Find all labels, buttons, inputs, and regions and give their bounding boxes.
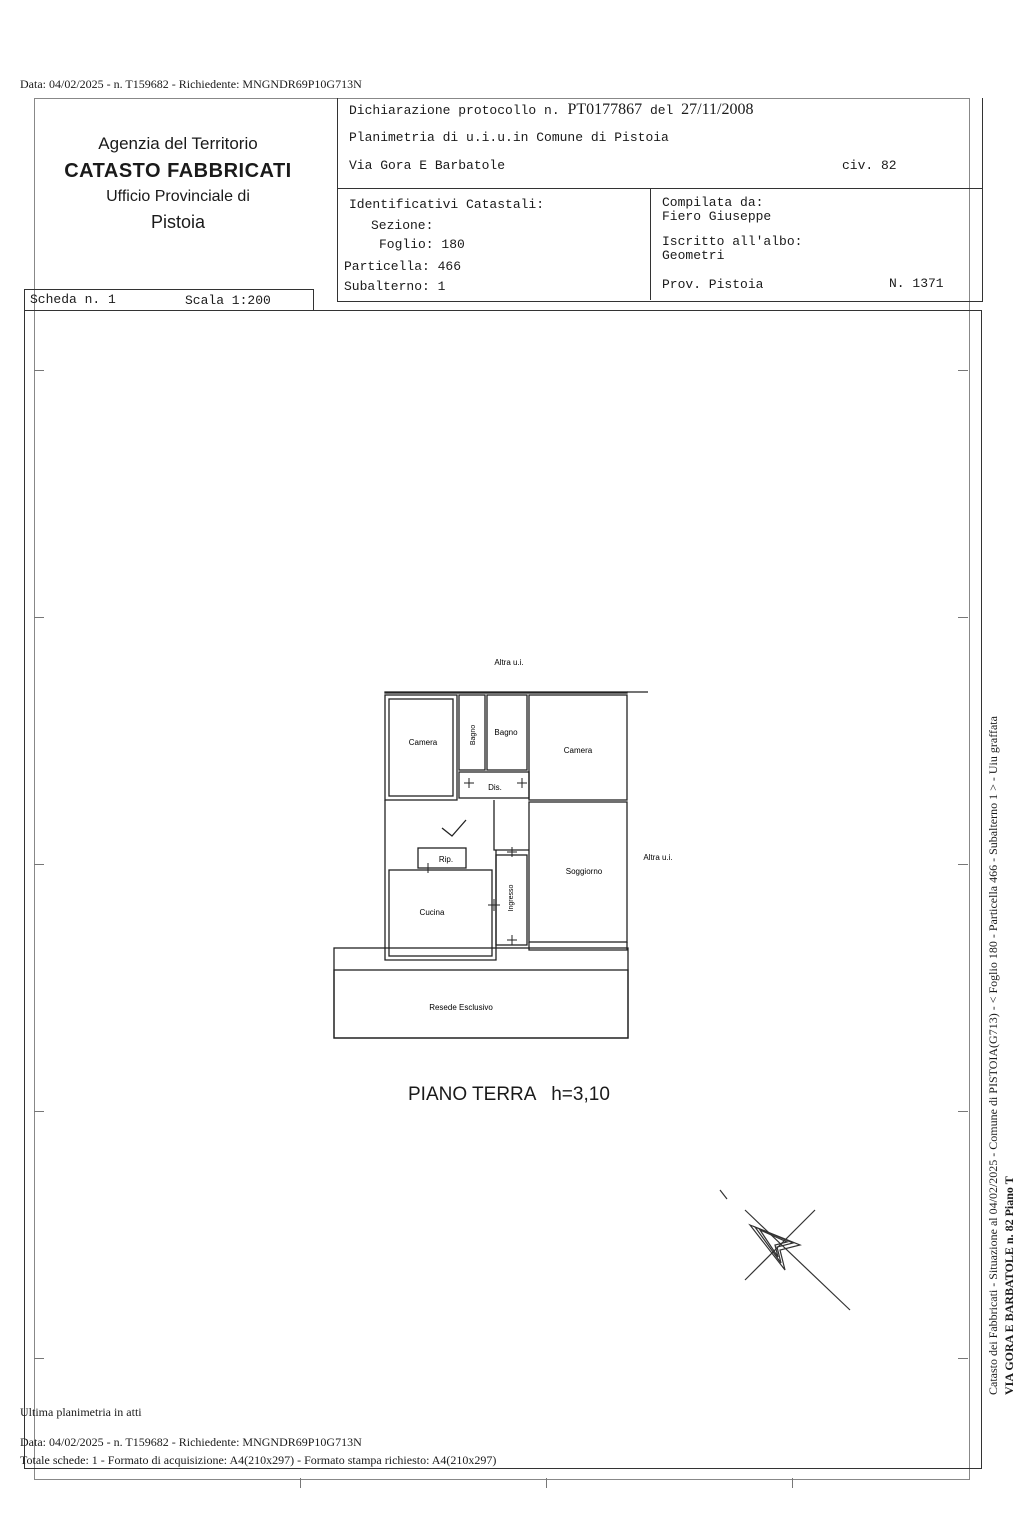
label-rip: Rip. — [438, 855, 454, 864]
floor-plan — [320, 640, 700, 1060]
stair-line — [442, 820, 466, 836]
compiled-by-label: Compilata da: — [662, 195, 764, 210]
declaration-label: Dichiarazione protocollo n. — [349, 103, 560, 118]
side-caption-line2: VIA GORA E BARBATOLE n. 82 Piano T — [1002, 1176, 1016, 1395]
particella: Particella: 466 — [344, 259, 462, 274]
frame-tick — [958, 370, 968, 371]
document-header-info: Data: 04/02/2025 - n. T159682 - Richiedente: MNGNDR69P10G713N — [20, 77, 362, 91]
foglio: Foglio: 180 — [379, 237, 465, 252]
label-resede: Resede Esclusivo — [429, 1003, 493, 1012]
corridor-wall — [494, 800, 529, 850]
frame-tick — [34, 617, 44, 618]
scheda-number: Scheda n. 1 — [30, 292, 116, 307]
province: Prov. Pistoia — [662, 277, 764, 292]
agency-city: Pistoia — [150, 212, 206, 232]
frame-tick — [300, 1478, 301, 1488]
soggiorno-bottom-wall — [529, 942, 627, 950]
bottom-data-line: Data: 04/02/2025 - n. T159682 - Richiedente: MNGNDR69P10G713N — [20, 1435, 362, 1449]
civic-number: civ. 82 — [842, 158, 897, 173]
compiler-name: Fiero Giuseppe — [662, 209, 772, 224]
scheda-scale: Scala 1:200 — [185, 293, 271, 308]
subalterno: Subalterno: 1 — [344, 279, 446, 294]
label-dis: Dis. — [488, 783, 502, 792]
label-camera-left: Camera — [408, 738, 438, 747]
frame-tick — [34, 864, 44, 865]
room-camera-left — [385, 695, 457, 800]
frame-tick — [958, 864, 968, 865]
label-ingresso: Ingresso — [508, 884, 515, 912]
label-cucina: Cucina — [419, 908, 445, 917]
registered-label: Iscritto all'albo: — [662, 234, 803, 249]
left-outer-wall — [385, 800, 496, 960]
declaration-date: 27/11/2008 — [681, 101, 754, 118]
bottom-total-line: Totale schede: 1 - Formato di acquisizione: A4(210x297) - Formato stampa richiesto: A4(210x297) — [20, 1453, 497, 1467]
agency-office: Ufficio Provinciale di — [106, 188, 250, 205]
label-altra-right: Altra u.i. — [643, 853, 673, 862]
registration-number: N. 1371 — [889, 276, 944, 291]
date-label: del — [649, 103, 674, 118]
frame-tick — [34, 1111, 44, 1112]
side-caption-line1: Catasto dei Fabbricati - Situazione al 04/02/2025 - Comune di PISTOIA(G713) - < Foglio 180 - Particella 466 - Subalterno 1 > - Uiu graffata — [986, 716, 1000, 1395]
label-camera-right: Camera — [563, 746, 593, 755]
sezione: Sezione: — [371, 218, 434, 233]
profession: Geometri — [662, 248, 725, 263]
frame-tick — [958, 1111, 968, 1112]
address: Via Gora E Barbatole — [349, 158, 506, 173]
agency-dept: CATASTO FABBRICATI — [64, 160, 292, 182]
north-arrow-icon — [715, 1185, 855, 1315]
identifiers-title: Identificativi Catastali: — [349, 197, 545, 212]
last-planimetry-note: Ultima planimetria in atti — [20, 1405, 142, 1419]
frame-tick — [546, 1478, 547, 1488]
floor-label: PIANO TERRA h=3,10 — [408, 1084, 610, 1105]
frame-tick — [34, 370, 44, 371]
identifiers-divider — [650, 188, 651, 300]
agency-name: Agenzia del Territorio — [98, 134, 258, 153]
frame-tick — [958, 617, 968, 618]
room-camera-left-inner — [389, 699, 453, 796]
protocol-number: PT0177867 — [567, 101, 643, 118]
frame-tick — [34, 1358, 44, 1359]
label-bagno: Bagno — [494, 728, 518, 737]
planimetry-line: Planimetria di u.i.u.in Comune di Pistoia — [349, 130, 669, 145]
plan-top-wall — [385, 692, 627, 693]
frame-tick — [958, 1358, 968, 1359]
label-altra-top: Altra u.i. — [494, 658, 524, 667]
resede-outline — [334, 948, 628, 1038]
label-soggiorno: Soggiorno — [565, 867, 603, 876]
side-caption — [985, 595, 1017, 1395]
declaration-line — [349, 101, 753, 119]
frame-tick — [792, 1478, 793, 1488]
label-bagno-small: Bagno — [470, 724, 477, 746]
